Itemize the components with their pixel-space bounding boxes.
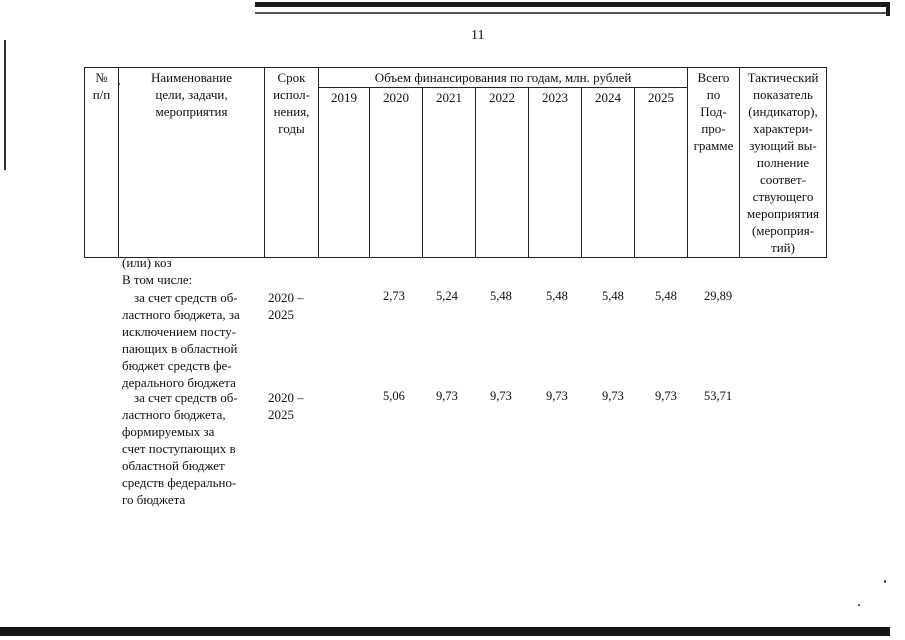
continuation-text: (или) коз — [122, 255, 172, 270]
row-1-term: 2020 – 2025 — [268, 290, 304, 322]
row-2-name: за счет средств об- ластного бюджета, формируемых за счет поступающих в областной бюджет средств федерально- го бюджета — [122, 390, 238, 507]
row-1-value-2025: 5,48 — [655, 289, 677, 303]
header-year: 2025 — [635, 88, 688, 258]
scan-border-top — [255, 2, 890, 7]
header-year: 2020 — [370, 88, 423, 258]
row-1-value-2022: 5,48 — [490, 289, 512, 303]
row-1-total: 29,89 — [704, 289, 733, 303]
scan-speck — [858, 604, 860, 606]
row-1-value-2021: 5,24 — [436, 289, 458, 303]
scan-border-top-thin — [255, 12, 890, 14]
scan-border-left — [4, 40, 6, 170]
header-year: 2019 — [319, 88, 370, 258]
row-1-name: за счет средств об- ластного бюджета, за исключением посту- пающих в областной бюджет средств фе- дерального бюджета — [122, 290, 240, 390]
row-2-value-2022: 9,73 — [490, 389, 512, 403]
row-2-total: 53,71 — [704, 389, 733, 403]
row-1-value-2024: 5,48 — [602, 289, 624, 303]
scan-speck — [884, 580, 886, 583]
page-number: 11 — [471, 28, 485, 43]
header-year: 2024 — [582, 88, 635, 258]
row-2-value-2023: 9,73 — [546, 389, 568, 403]
header-no: № п/п — [85, 68, 119, 258]
header-year: 2023 — [529, 88, 582, 258]
row-2-value-2020: 5,06 — [383, 389, 405, 403]
header-total: Всего по Под- про- грамме — [688, 68, 740, 258]
header-year: 2022 — [476, 88, 529, 258]
row-2-term: 2020 – 2025 — [268, 390, 304, 422]
header-funding: Объем финансирования по годам, млн. рублей — [319, 68, 688, 88]
scan-border-right — [886, 2, 890, 16]
header-indicator: Тактический показатель (индикатор), характери- зующий вы- полнение соответ- ствующего мероприятия (мероприя- тий) — [740, 68, 827, 258]
header-year: 2021 — [423, 88, 476, 258]
row-2-value-2024: 9,73 — [602, 389, 624, 403]
header-term: Срок испол- нения, годы — [265, 68, 319, 258]
subheading: В том числе: — [122, 272, 193, 287]
row-1-value-2020: 2,73 — [383, 289, 405, 303]
header-name: Наименование цели, задачи, мероприятия — [119, 68, 265, 258]
row-1-value-2023: 5,48 — [546, 289, 568, 303]
scan-border-bottom — [0, 627, 890, 636]
header-table — [84, 67, 827, 258]
row-2-value-2021: 9,73 — [436, 389, 458, 403]
row-2-value-2025: 9,73 — [655, 389, 677, 403]
